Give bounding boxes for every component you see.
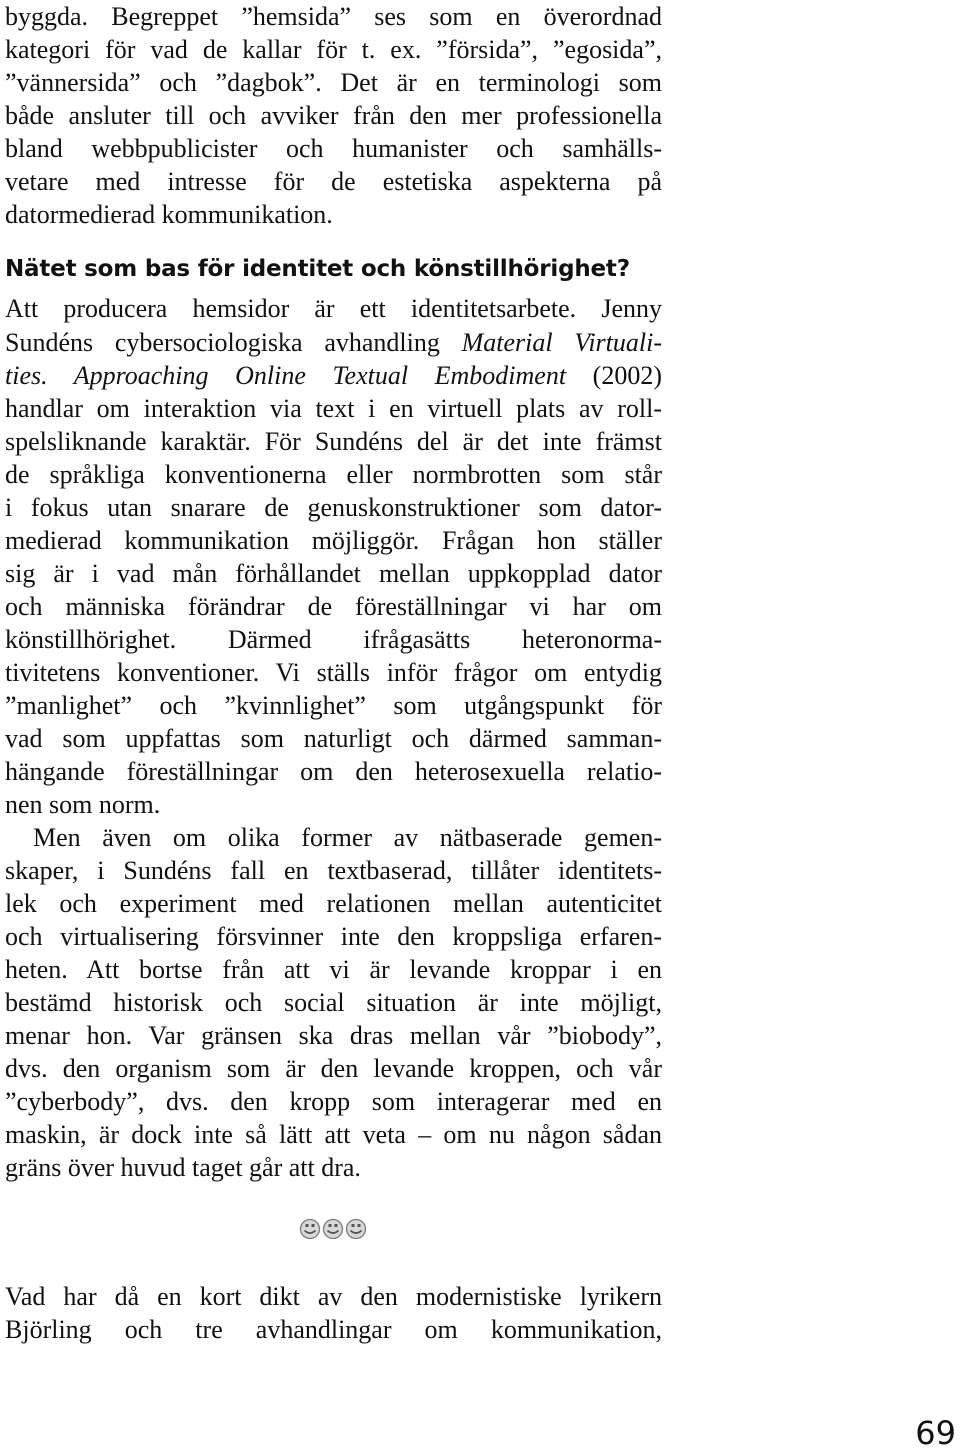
para1-text: (2002) xyxy=(566,361,662,390)
closing-line: Björling och tre avhandlingar om kommunikation, xyxy=(5,1315,662,1344)
para1-line: de språkliga konventionerna eller normbrotten som står xyxy=(5,460,662,489)
intro-line: byggda. Begreppet ”hemsida” ses som en överordnad xyxy=(5,2,662,31)
para1-line xyxy=(5,359,662,392)
para2-line: dvs. den organism som är den levande kroppen, och vår xyxy=(5,1054,662,1083)
para1-line: könstillhörighet. Därmed ifrågasätts heteronorma- xyxy=(5,625,662,654)
three-smiley-faces-icon xyxy=(298,1217,368,1241)
closing-line: Vad har då en kort dikt av den modernistiske lyrikern xyxy=(5,1282,662,1311)
para1-line: i fokus utan snarare de genuskonstruktioner som dator- xyxy=(5,493,662,522)
para2-line: maskin, är dock inte så lätt att veta – om nu någon sådan xyxy=(5,1120,662,1149)
para2-line: och virtualisering försvinner inte den kroppsliga erfaren- xyxy=(5,922,662,951)
section-heading: Nätet som bas för identitet och könstillhörighet? xyxy=(5,256,630,282)
para1-line: och människa förändrar de föreställningar vi har om xyxy=(5,592,662,621)
para2-line: ”cyberbody”, dvs. den kropp som interagerar med en xyxy=(5,1087,662,1116)
para2-line: skaper, i Sundéns fall en textbaserad, tillåter identitets- xyxy=(5,856,662,885)
para1-line: vad som uppfattas som naturligt och därmed samman- xyxy=(5,724,662,753)
para1-line: nen som norm. xyxy=(5,790,161,819)
intro-line: kategori för vad de kallar för t. ex. ”försida”, ”egosida”, xyxy=(5,35,662,64)
para1-text: Sundéns cybersociologiska avhandling xyxy=(5,328,462,357)
book-title-italic: Material Virtuali- xyxy=(461,328,662,357)
para2-line: bestämd historisk och social situation är inte möjligt, xyxy=(5,988,662,1017)
para1-line: ”manlighet” och ”kvinnlighet” som utgångspunkt för xyxy=(5,691,662,720)
intro-line: datormedierad kommunikation. xyxy=(5,200,333,229)
para1-line: handlar om interaktion via text i en virtuell plats av roll- xyxy=(5,394,662,423)
para1-line: tivitetens konventioner. Vi ställs inför frågor om entydig xyxy=(5,658,662,687)
para1-line xyxy=(5,326,662,359)
para1-line: sig är i vad mån förhållandet mellan uppkopplad dator xyxy=(5,559,662,588)
para1-line: hängande föreställningar om den heterosexuella relatio- xyxy=(5,757,662,786)
intro-line: ”vännersida” och ”dagbok”. Det är en terminologi som xyxy=(5,68,662,97)
book-title-italic: ties. Approaching Online Textual Embodiment xyxy=(5,361,567,390)
intro-line: både ansluter till och avviker från den mer professionella xyxy=(5,101,662,130)
para1-line: spelsliknande karaktär. För Sundéns del är det inte främst xyxy=(5,427,662,456)
para2-line: menar hon. Var gränsen ska dras mellan vår ”biobody”, xyxy=(5,1021,662,1050)
para2-line: lek och experiment med relationen mellan autenticitet xyxy=(5,889,662,918)
page-number: 69 xyxy=(915,1414,956,1452)
para1-line: medierad kommunikation möjliggör. Frågan hon ställer xyxy=(5,526,662,555)
para1-line: Att producera hemsidor är ett identitetsarbete. Jenny xyxy=(5,294,662,323)
para2-line: Men även om olika former av nätbaserade gemen- xyxy=(33,823,662,852)
para2-line: heten. Att bortse från att vi är levande kroppar i en xyxy=(5,955,662,984)
intro-line: vetare med intresse för de estetiska aspekterna på xyxy=(5,167,662,196)
para2-line: gräns över huvud taget går att dra. xyxy=(5,1153,361,1182)
intro-line: bland webbpublicister och humanister och samhälls- xyxy=(5,134,662,163)
